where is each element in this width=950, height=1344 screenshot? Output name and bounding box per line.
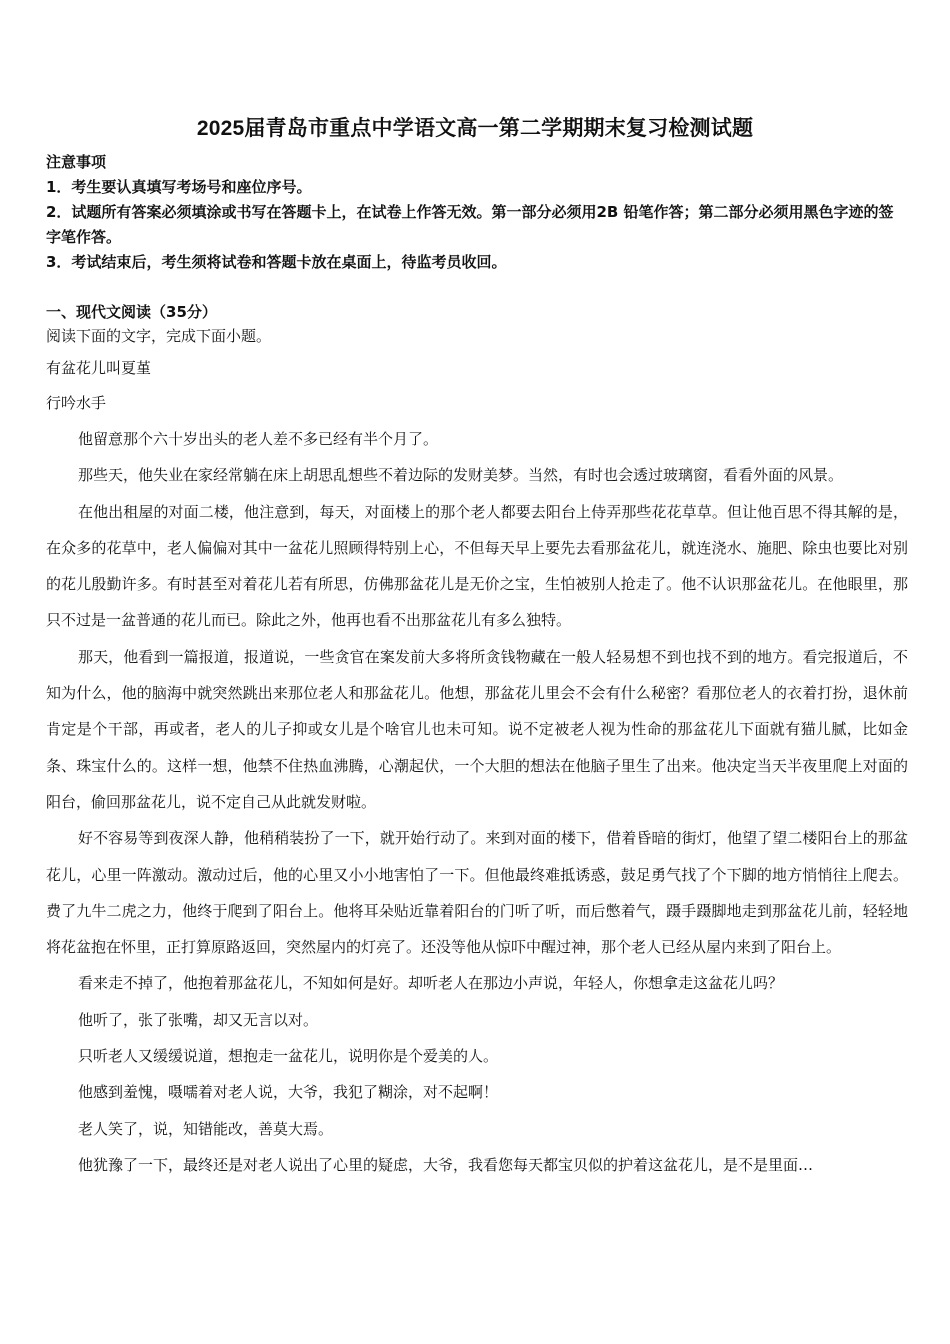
paragraph: 看来走不掉了，他抱着那盆花儿，不知如何是好。却听老人在那边小声说，年轻人，你想拿走这盆花儿吗？ (78, 974, 784, 993)
section-heading: 一、现代文阅读（35分） (46, 303, 217, 321)
article-title: 有盆花儿叫夏堇 (46, 359, 152, 377)
notice-item: 3．考试结束后，考生须将试卷和答题卡放在桌面上，待监考员收回。 (46, 253, 507, 271)
paragraph: 他听了，张了张嘴，却又无言以对。 (78, 1010, 319, 1029)
article-author: 行吟水手 (46, 394, 107, 412)
paragraph: 老人笑了，说，知错能改，善莫大焉。 (78, 1119, 334, 1138)
paragraph: 他留意那个六十岁出头的老人差不多已经有半个月了。 (78, 430, 439, 448)
paragraph: 在他出租屋的对面二楼，他注意到，每天，对面楼上的那个老人都要去阳台上侍弄那些花花草草。但让他百思不得其解的是，在众多的花草中，老人偏偏对其中一盆花儿照顾得特别上心，不但每天早上要先去看那盆花儿，就连浇水、施肥、除虫也要比对别的花儿殷勤许多。有时甚至对着花儿若有所思，仿佛那盆花儿是无价之宝，生怕被别人抢走了。他不认识那盆花儿。在他眼里，那只不过是一盆普通的花儿而已。除此之外，他再也看不出那盆花儿有多么独特。 (46, 502, 908, 630)
paragraph: 好不容易等到夜深人静，他稍稍装扮了一下，就开始行动了。来到对面的楼下，借着昏暗的街灯，他望了望二楼阳台上的那盆花儿，心里一阵激动。激动过后，他的心里又小小地害怕了一下。但他最终难抵诱惑，鼓足勇气找了个下脚的地方悄悄往上爬去。费了九牛二虎之力，他终于爬到了阳台上。他将耳朵贴近靠着阳台的门听了听，而后憋着气，蹑手蹑脚地走到那盆花儿前，轻轻地将花盆抱在怀里，正打算原路返回，突然屋内的灯亮了。还没等他从惊吓中醒过神，那个老人已经从屋内来到了阳台上。 (46, 829, 908, 957)
paragraph: 他犹豫了一下，最终还是对老人说出了心里的疑虑，大爷，我看您每天都宝贝似的护着这盆花儿，是不是里面… (78, 1155, 814, 1174)
notice-block (46, 150, 908, 275)
paragraph: 那天，他看到一篇报道，报道说，一些贪官在案发前大多将所贪钱物藏在一般人轻易想不到也找不到的地方。看完报道后，不知为什么，他的脑海中就突然跳出来那位老人和那盆花儿。他想，那盆花儿里会不会有什么秘密？看那位老人的衣着打扮，退休前肯定是个干部，再或者，老人的儿子抑或女儿是个啥官儿也未可知。说不定被老人视为性命的那盆花儿下面就有猫儿腻，比如金条、珠宝什么的。这样一想，他禁不住热血沸腾，心潮起伏，一个大胆的想法在他脑子里生了出来。他决定当天半夜里爬上对面的阳台，偷回那盆花儿，说不定自己从此就发财啦。 (46, 647, 908, 811)
article-body (46, 421, 908, 1183)
paragraph: 那些天，他失业在家经常躺在床上胡思乱想些不着边际的发财美梦。当然，有时也会透过玻璃窗，看看外面的风景。 (78, 466, 844, 485)
reading-instruction: 阅读下面的文字，完成下面小题。 (46, 327, 272, 345)
notice-item: 2．试题所有答案必须填涂或书写在答题卡上，在试卷上作答无效。第一部分必须用2B 铅笔作答；第二部分必须用黑色字迹的签字笔作答。 (46, 203, 894, 246)
notice-item: 1．考生要认真填写考场号和座位序号。 (46, 178, 312, 196)
paragraph: 他感到羞愧，嗫嚅着对老人说，大爷，我犯了糊涂，对不起啊！ (78, 1083, 499, 1102)
paragraph: 只听老人又缓缓说道，想抱走一盆花儿，说明你是个爱美的人。 (78, 1047, 499, 1066)
exam-title: 2025届青岛市重点中学语文高一第二学期期末复习检测试题 (196, 117, 754, 140)
notice-heading: 注意事项 (46, 153, 107, 171)
